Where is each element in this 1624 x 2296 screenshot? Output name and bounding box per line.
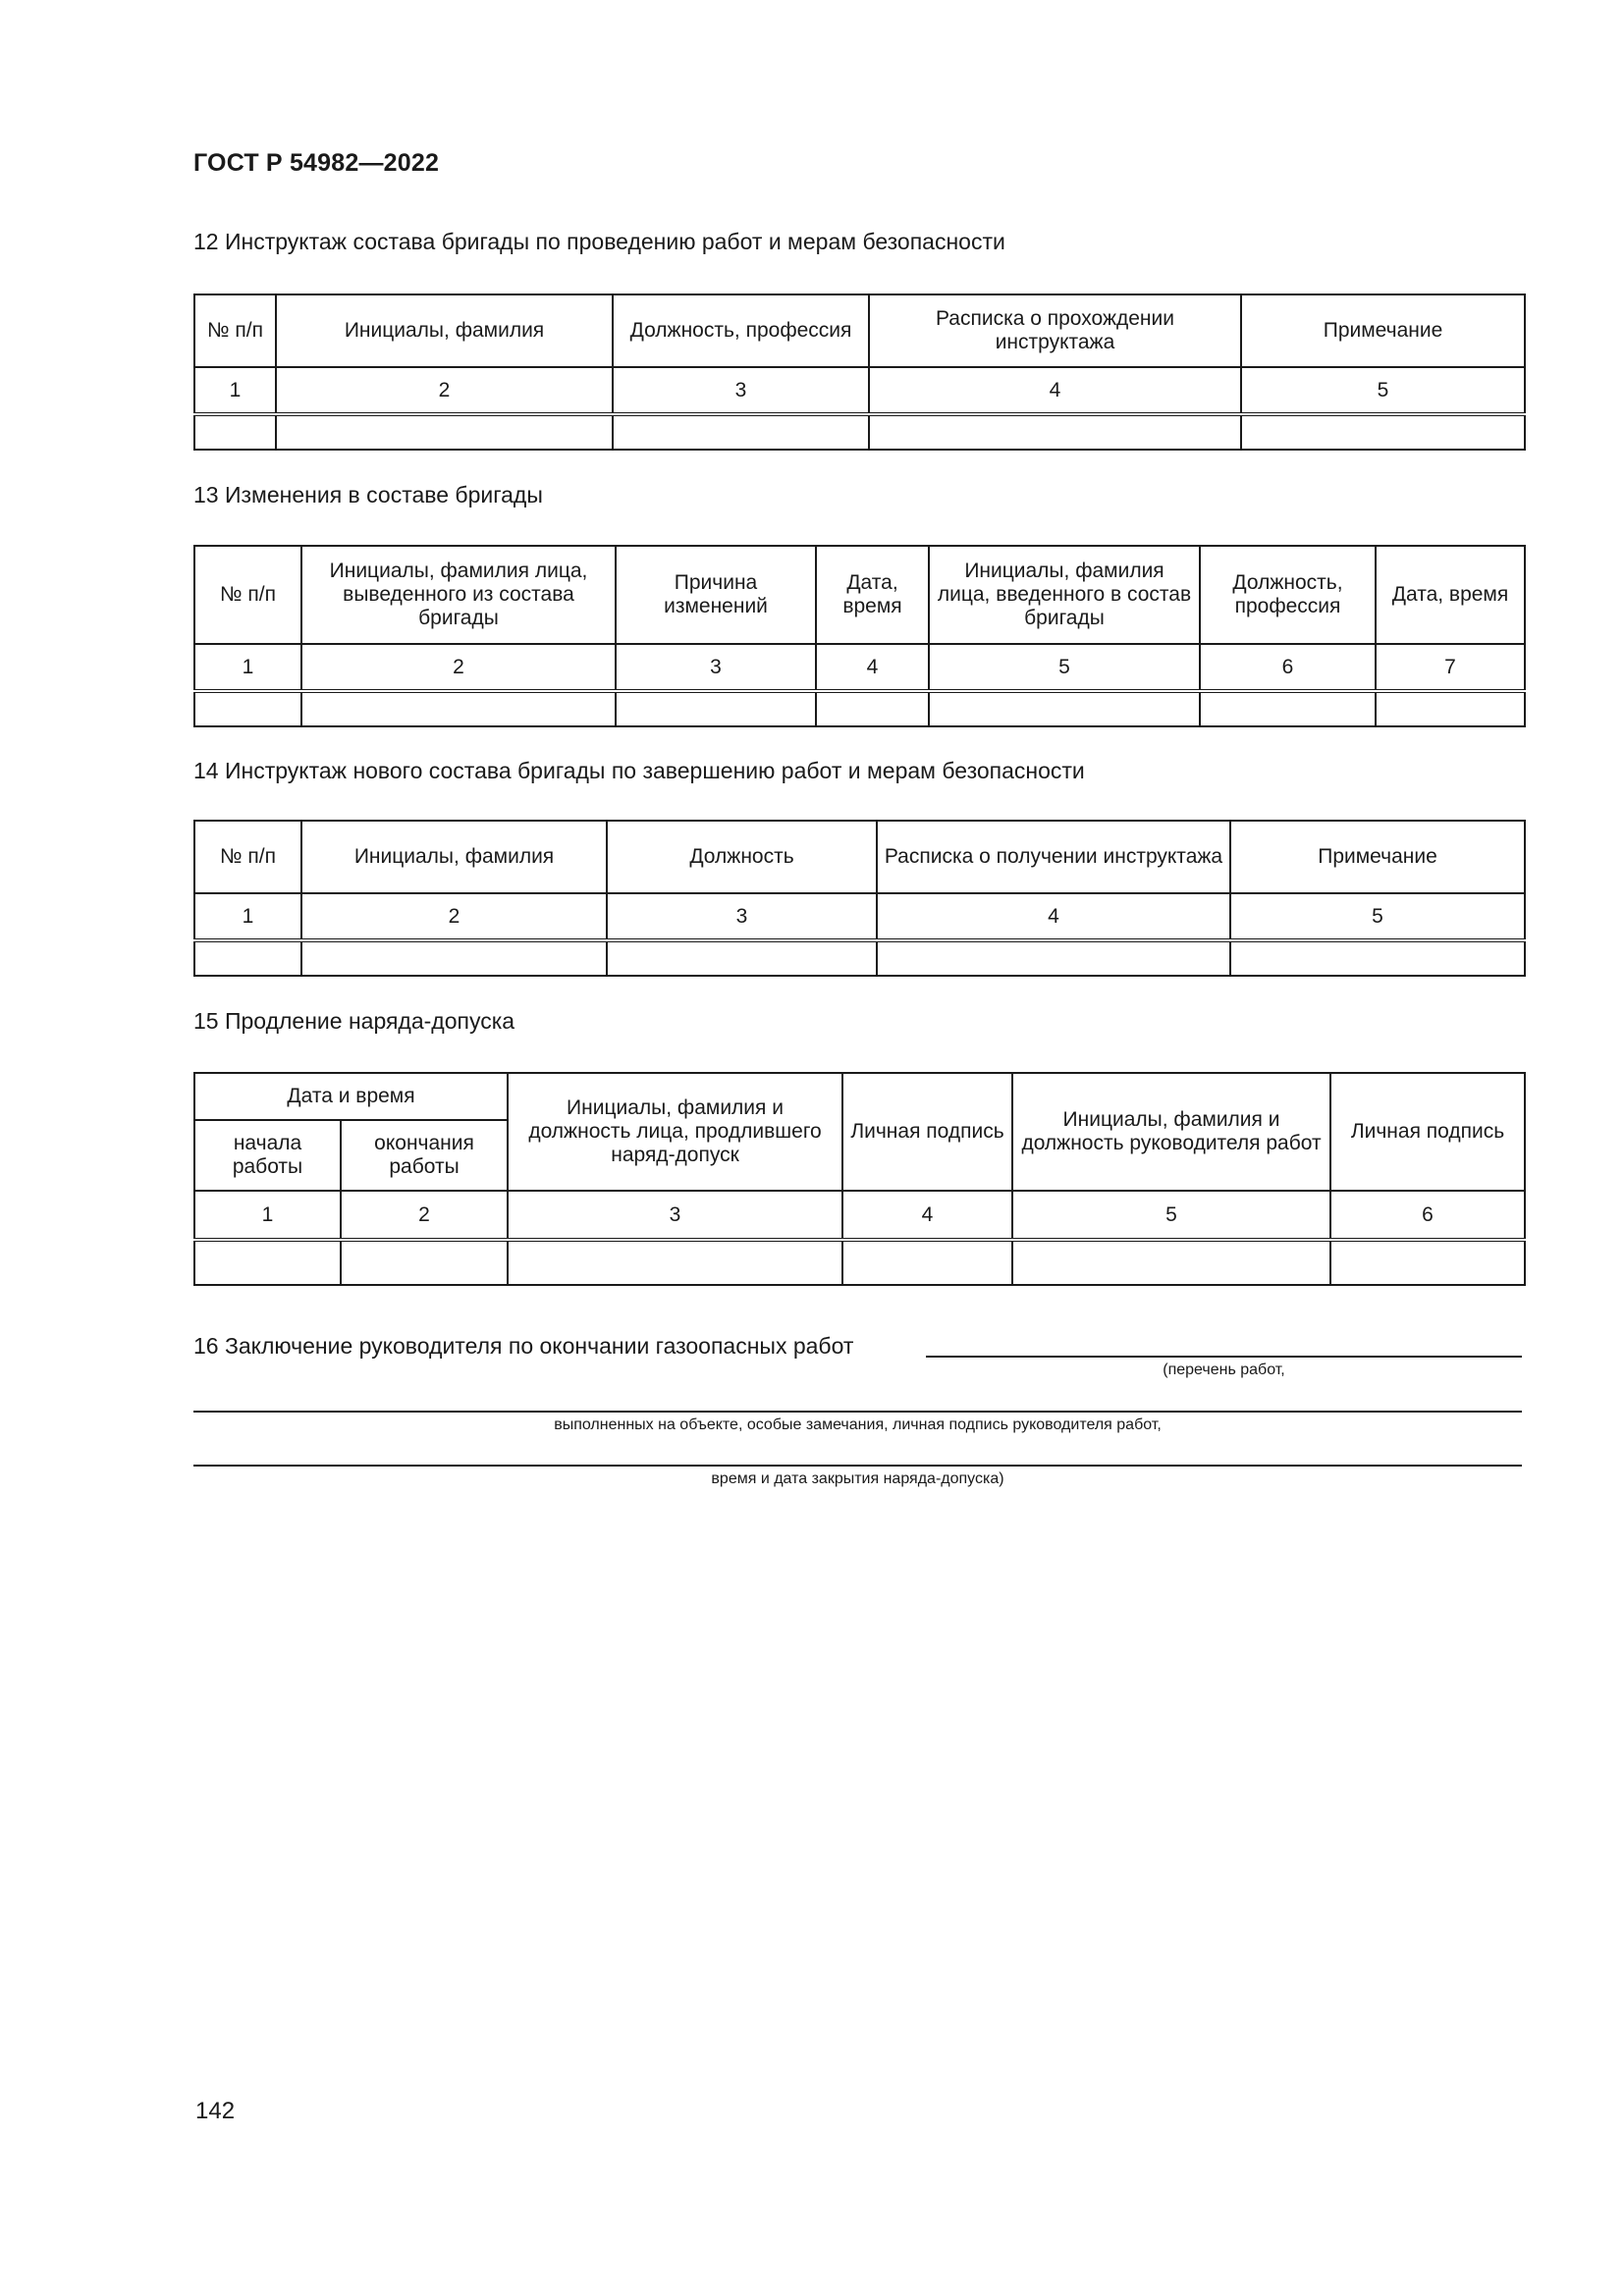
empty-cell[interactable] (1241, 414, 1525, 450)
end-work-header: окончания работы (341, 1120, 508, 1191)
column-number: 3 (613, 367, 869, 414)
header-cell: Расписка о получении инструктажа (877, 821, 1230, 893)
header-cell: Расписка о прохождении инструктажа (869, 294, 1241, 367)
column-number: 1 (194, 1191, 341, 1240)
empty-cell[interactable] (301, 940, 607, 976)
empty-cell[interactable] (341, 1240, 508, 1285)
column-number: 4 (842, 1191, 1012, 1240)
table-header-row (194, 821, 1525, 893)
column-number: 6 (1330, 1191, 1525, 1240)
empty-cell[interactable] (1230, 940, 1525, 976)
header-cell: Дата, время (1376, 546, 1525, 644)
header-cell: Инициалы, фамилия и должность лица, продлившего наряд-допуск (508, 1073, 842, 1191)
empty-cell[interactable] (276, 414, 613, 450)
empty-entry-row (194, 1240, 1525, 1285)
column-number: 7 (1376, 644, 1525, 691)
header-cell: № п/п (194, 546, 301, 644)
conclusion-fill-line[interactable] (193, 1465, 1522, 1467)
header-cell: Инициалы, фамилия (276, 294, 613, 367)
header-cell: Личная подпись (1330, 1073, 1525, 1191)
header-cell: Примечание (1230, 821, 1525, 893)
column-number: 2 (301, 644, 616, 691)
conclusion-fill-line[interactable] (926, 1356, 1522, 1358)
empty-cell[interactable] (816, 691, 929, 726)
section-13-title: 13 Изменения в составе бригады (193, 482, 543, 507)
empty-cell[interactable] (1012, 1240, 1330, 1285)
column-number: 4 (816, 644, 929, 691)
column-number: 1 (194, 893, 301, 940)
empty-entry-row (194, 940, 1525, 976)
empty-cell[interactable] (929, 691, 1200, 726)
section-16-title: 16 Заключение руководителя по окончании газоопасных работ (193, 1333, 854, 1359)
column-number: 2 (276, 367, 613, 414)
empty-cell[interactable] (613, 414, 869, 450)
empty-cell[interactable] (301, 691, 616, 726)
header-cell: Дата, время (816, 546, 929, 644)
table-15-permit-extension (193, 1072, 1526, 1286)
header-cell: Должность, профессия (613, 294, 869, 367)
column-number: 4 (877, 893, 1230, 940)
column-number: 1 (194, 644, 301, 691)
column-number: 5 (929, 644, 1200, 691)
empty-cell[interactable] (194, 940, 301, 976)
start-work-header: начала работы (194, 1120, 341, 1191)
column-number-row (194, 367, 1525, 414)
header-cell: Инициалы, фамилия лица, выведенного из состава бригады (301, 546, 616, 644)
column-number: 5 (1012, 1191, 1330, 1240)
table-13-crew-changes (193, 545, 1526, 727)
column-number: 2 (301, 893, 607, 940)
table-header-row (194, 1073, 1525, 1120)
column-number: 5 (1241, 367, 1525, 414)
empty-cell[interactable] (1200, 691, 1376, 726)
column-number: 6 (1200, 644, 1376, 691)
fill-line-caption: (перечень работ, (1163, 1362, 1285, 1378)
column-number-row (194, 893, 1525, 940)
header-cell: Должность (607, 821, 877, 893)
header-cell: Инициалы, фамилия лица, введенного в состав бригады (929, 546, 1200, 644)
empty-cell[interactable] (194, 414, 276, 450)
date-time-group-header: Дата и время (194, 1073, 508, 1120)
page-number: 142 (195, 2098, 236, 2124)
column-number: 5 (1230, 893, 1525, 940)
table-12-briefing (193, 294, 1526, 451)
header-cell: Примечание (1241, 294, 1525, 367)
conclusion-fill-line[interactable] (193, 1411, 1522, 1413)
empty-cell[interactable] (1330, 1240, 1525, 1285)
empty-entry-row (194, 414, 1525, 450)
column-number: 4 (869, 367, 1241, 414)
empty-cell[interactable] (194, 691, 301, 726)
header-cell: Причина изменений (616, 546, 816, 644)
empty-cell[interactable] (842, 1240, 1012, 1285)
section-14-title: 14 Инструктаж нового состава бригады по завершению работ и мерам безопасности (193, 758, 1085, 783)
empty-cell[interactable] (869, 414, 1241, 450)
column-number: 1 (194, 367, 276, 414)
table-header-row (194, 294, 1525, 367)
document-code: ГОСТ Р 54982—2022 (193, 149, 440, 177)
section-15-title: 15 Продление наряда-допуска (193, 1008, 515, 1034)
empty-entry-row (194, 691, 1525, 726)
column-number-row (194, 644, 1525, 691)
column-number-row (194, 1191, 1525, 1240)
empty-cell[interactable] (616, 691, 816, 726)
empty-cell[interactable] (607, 940, 877, 976)
header-cell: Должность, профессия (1200, 546, 1376, 644)
empty-cell[interactable] (1376, 691, 1525, 726)
column-number: 3 (508, 1191, 842, 1240)
fill-line-caption: время и дата закрытия наряда-допуска) (711, 1470, 1004, 1487)
header-cell: Личная подпись (842, 1073, 1012, 1191)
section-12-title: 12 Инструктаж состава бригады по проведению работ и мерам безопасности (193, 229, 1005, 254)
header-cell: Инициалы, фамилия (301, 821, 607, 893)
empty-cell[interactable] (508, 1240, 842, 1285)
fill-line-caption: выполненных на объекте, особые замечания, личная подпись руководителя работ, (554, 1416, 1162, 1433)
empty-cell[interactable] (194, 1240, 341, 1285)
empty-cell[interactable] (877, 940, 1230, 976)
column-number: 3 (607, 893, 877, 940)
header-cell: № п/п (194, 821, 301, 893)
header-cell: Инициалы, фамилия и должность руководителя работ (1012, 1073, 1330, 1191)
table-header-row (194, 546, 1525, 644)
header-cell: № п/п (194, 294, 276, 367)
column-number: 2 (341, 1191, 508, 1240)
table-14-new-crew-briefing (193, 820, 1526, 977)
column-number: 3 (616, 644, 816, 691)
